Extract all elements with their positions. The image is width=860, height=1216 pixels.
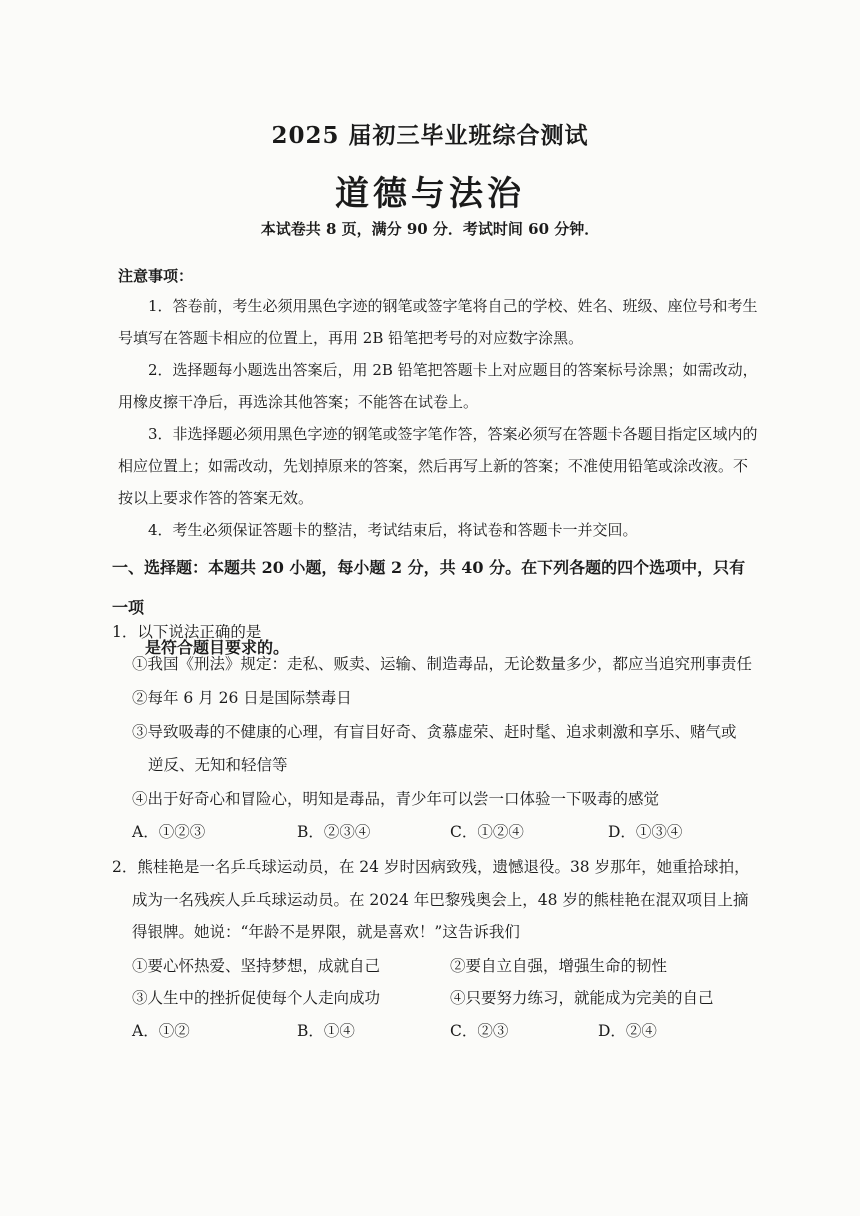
q2-stem-line2: 成为一名残疾人乒乓球运动员。在 2024 年巴黎残奥会上，48 岁的熊桂艳在混双项目上摘 xyxy=(132,891,749,909)
notice-item-3: 3．非选择题必须用黑色字迹的钢笔或签字笔作答，答案必须写在答题卡各题目指定区域内的相应位置上；如需改动，先划掉原来的答案，然后再写上新的答案；不准使用铅笔或涂改液。不按以上要求作答的答案无效。 xyxy=(118,425,758,507)
q2-stem-line3: 得银牌。她说：“年龄不是界限，就是喜欢！”这告诉我们 xyxy=(132,923,520,941)
q2-option-b[interactable]: B．①④ xyxy=(297,1022,355,1040)
q1-statement-1: ①我国《刑法》规定：走私、贩卖、运输、制造毒品，无论数量多少，都应当追究刑事责任 xyxy=(132,655,753,673)
subject-title: 道德与法治 xyxy=(335,174,525,214)
q1-statement-3-cont: 逆反、无知和轻信等 xyxy=(148,756,288,774)
section-heading xyxy=(112,548,760,668)
section-heading-line1: 一、选择题：本题共 20 小题，每小题 2 分，共 40 分。在下列各题的四个选项中，只有一项 xyxy=(112,558,746,617)
exam-title: 2025 届初三毕业班综合测试 xyxy=(271,122,589,149)
q2-statement-4: ④只要努力练习，就能成为完美的自己 xyxy=(450,989,714,1007)
q2-option-c[interactable]: C．②③ xyxy=(450,1022,509,1040)
q2-statement-3: ③人生中的挫折促使每个人走向成功 xyxy=(132,989,381,1007)
q1-option-c[interactable]: C．①②④ xyxy=(450,823,524,841)
notice-list xyxy=(118,290,758,546)
q1-stem: 1．以下说法正确的是 xyxy=(112,623,262,641)
q2-stem-line1: 2．熊桂艳是一名乒乓球运动员，在 24 岁时因病致残，遗憾退役。38 岁那年，她重拾球拍， xyxy=(112,858,750,876)
q1-statement-3: ③导致吸毒的不健康的心理，有盲目好奇、贪慕虚荣、赶时髦、追求刺激和享乐、赌气或 xyxy=(132,723,737,741)
q1-statement-2: ②每年 6 月 26 日是国际禁毒日 xyxy=(132,689,352,707)
q2-statement-2: ②要自立自强，增强生命的韧性 xyxy=(450,957,668,975)
notice-item-4: 4．考生必须保证答题卡的整洁，考试结束后，将试卷和答题卡一并交回。 xyxy=(148,521,638,539)
exam-info: 本试卷共 8 页，满分 90 分．考试时间 60 分钟． xyxy=(260,220,600,238)
q1-option-a[interactable]: A．①②③ xyxy=(132,823,206,841)
q1-option-d[interactable]: D．①③④ xyxy=(608,823,683,841)
q1-option-b[interactable]: B．②③④ xyxy=(297,823,371,841)
q2-option-d[interactable]: D．②④ xyxy=(598,1022,657,1040)
notice-heading: 注意事项： xyxy=(118,267,194,285)
notice-item-2: 2．选择题每小题选出答案后，用 2B 铅笔把答题卡上对应题目的答案标号涂黑；如需改动，用橡皮擦干净后，再选涂其他答案；不能答在试卷上。 xyxy=(118,361,758,411)
q2-option-a[interactable]: A．①② xyxy=(132,1022,190,1040)
q1-statement-4: ④出于好奇心和冒险心，明知是毒品，青少年可以尝一口体验一下吸毒的感觉 xyxy=(132,790,660,808)
q2-statement-1: ①要心怀热爱、坚持梦想，成就自己 xyxy=(132,957,381,975)
notice-item-1: 1．答卷前，考生必须用黑色字迹的钢笔或签字笔将自己的学校、姓名、班级、座位号和考生号填写在答题卡相应的位置上，再用 2B 铅笔把考号的对应数字涂黑。 xyxy=(118,297,758,347)
section-heading-line2: 是符合题目要求的。 xyxy=(145,638,290,657)
